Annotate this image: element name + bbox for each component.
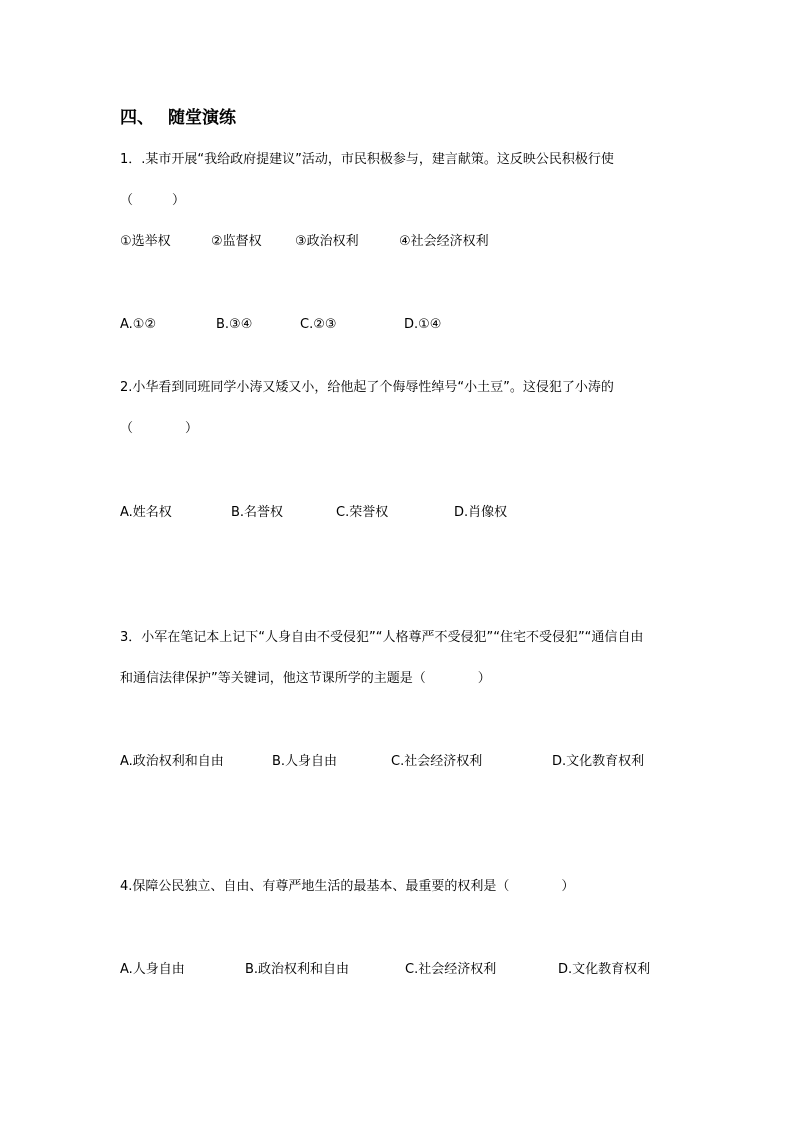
question-2-text: 2.小华看到同班同学小涛又矮又小，给他起了个侮辱性绰号“小土豆”。这侵犯了小涛的 xyxy=(120,380,614,395)
question-2-option-a: A.姓名权 xyxy=(120,505,172,520)
section-heading: 随堂演练 xyxy=(168,108,236,128)
question-1-option-d: D.①④ xyxy=(404,317,442,332)
question-3-option-d: D.文化教育权利 xyxy=(552,754,645,769)
question-1-statement-4: ④社会经济权利 xyxy=(399,234,489,249)
question-3-option-c: C.社会经济权利 xyxy=(391,754,483,769)
question-3-text-line-2: 和通信法律保护”等关键词，他这节课所学的主题是（ ） xyxy=(120,671,491,686)
question-4-option-d: D.文化教育权利 xyxy=(558,962,651,977)
question-1-statement-2: ②监督权 xyxy=(211,234,262,249)
question-4-option-b: B.政治权利和自由 xyxy=(245,962,350,977)
question-3-option-b: B.人身自由 xyxy=(272,754,338,769)
question-1-blank: （ ） xyxy=(120,193,186,208)
question-3-option-a: A.政治权利和自由 xyxy=(120,754,224,769)
question-4-option-a: A.人身自由 xyxy=(120,962,185,977)
question-2-blank: （ ） xyxy=(120,421,199,436)
question-1-statement-1: ①选举权 xyxy=(120,234,171,249)
question-1-statement-3: ③政治权利 xyxy=(295,234,359,249)
question-1-option-c: C.②③ xyxy=(300,317,337,332)
question-4-option-c: C.社会经济权利 xyxy=(405,962,497,977)
question-2-option-b: B.名誉权 xyxy=(231,505,284,520)
section-title xyxy=(120,107,236,129)
question-2-option-c: C.荣誉权 xyxy=(336,505,389,520)
question-4-text: 4.保障公民独立、自由、有尊严地生活的最基本、最重要的权利是（ ） xyxy=(120,879,575,894)
section-number: 四、 xyxy=(120,108,154,128)
question-1-text: 1．.某市开展“我给政府提建议”活动，市民积极参与，建言献策。这反映公民积极行使 xyxy=(120,152,614,167)
question-3-text-line-1: 3．小军在笔记本上记下“人身自由不受侵犯”“人格尊严不受侵犯”“住宅不受侵犯”“通信自由 xyxy=(120,630,644,645)
question-1-option-b: B.③④ xyxy=(216,317,253,332)
question-1-option-a: A.①② xyxy=(120,317,157,332)
question-2-option-d: D.肖像权 xyxy=(454,505,508,520)
